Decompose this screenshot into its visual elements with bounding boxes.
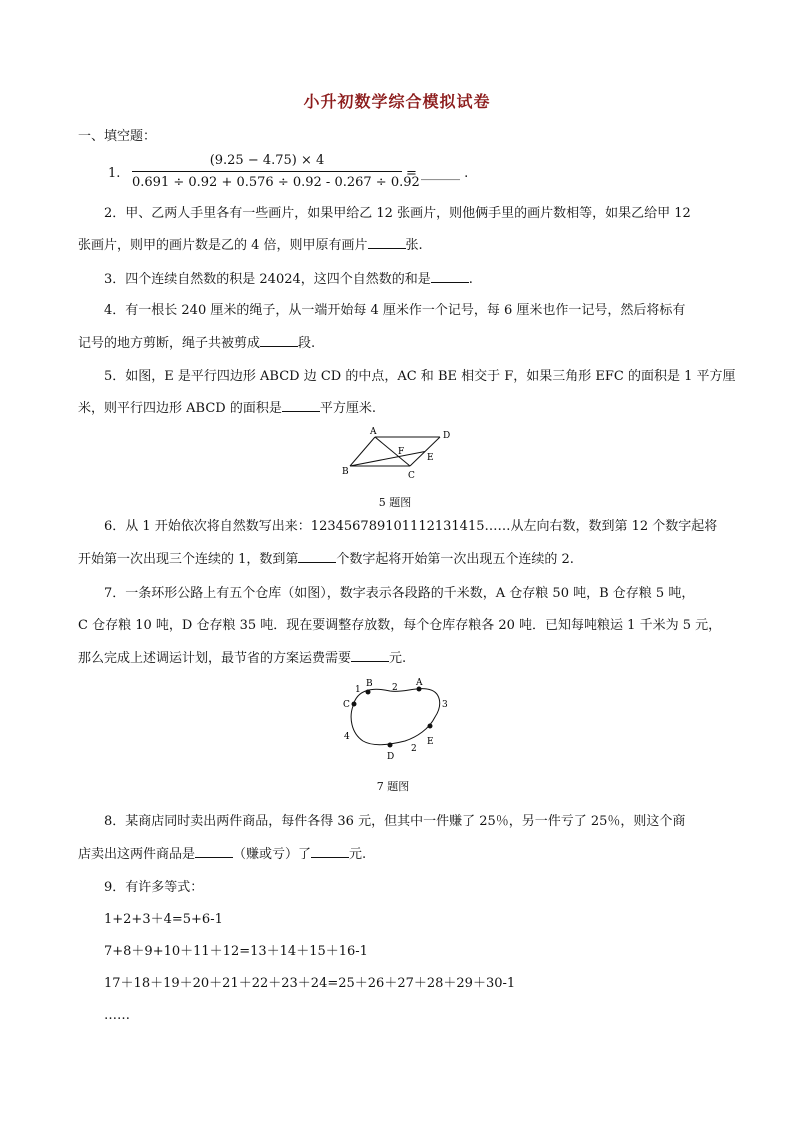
figure-7-caption: 7 题图	[376, 780, 410, 793]
label-d: D	[443, 431, 451, 441]
answer-blank	[282, 399, 320, 412]
question-4-text-b: 段.	[298, 336, 316, 351]
question-9-equation-2: 7+8＋9+10＋11＋12=13＋14＋15＋16-1	[104, 944, 368, 959]
answer-blank	[431, 270, 469, 283]
question-1-number: 1.	[108, 166, 121, 181]
question-4-text-a: 记号的地方剪断，绳子共被剪成	[78, 336, 261, 351]
question-9-equation-1: 1+2+3＋4=5+6-1	[104, 912, 223, 927]
label-c: C	[343, 700, 350, 710]
question-5-line-1: 5．如图，E 是平行四边形 ABCD 边 CD 的中点，AC 和 BE 相交于 F，如果三角形 EFC 的面积是 1 平方厘	[104, 369, 736, 384]
distance-ae: 3	[442, 700, 448, 710]
question-8-text-b: （赚或亏）了	[233, 847, 312, 862]
fraction-bar	[132, 171, 402, 172]
question-2-text-a: 张画片，则甲的画片数是乙的 4 倍，则甲原有画片	[78, 238, 368, 253]
question-2-line-2	[78, 236, 423, 255]
label-b: B	[366, 679, 373, 689]
question-3-text-a: 3．四个连续自然数的积是 24024，这四个自然数的和是	[104, 272, 431, 287]
label-a: A	[416, 678, 423, 688]
question-6-line-2	[78, 550, 574, 569]
question-8-line-2	[78, 845, 366, 864]
question-7-line-2: C 仓存粮 10 吨，D 仓存粮 35 吨．现在要调整存放数，每个仓库存粮各 20 吨．已知每吨粮运 1 千米为 5 元，	[78, 618, 722, 633]
label-b: B	[342, 467, 349, 477]
question-8-text-a: 店卖出这两件商品是	[78, 847, 196, 862]
question-3	[104, 270, 473, 289]
question-6-text-b: 个数字起将开始第一次出现五个连续的 2.	[336, 552, 574, 567]
question-8-line-1: 8．某商店同时卖出两件商品，每件各得 36 元，但其中一件赚了 25％，另一件亏了 25％，则这个商	[104, 814, 686, 829]
question-7-text-a: 那么完成上述调运计划，最节省的方案运费需要	[78, 651, 352, 666]
question-1-fraction	[132, 152, 420, 191]
question-5-line-2	[78, 399, 376, 418]
answer-blank	[368, 236, 406, 249]
answer-blank	[195, 845, 233, 858]
diagonal-ac	[375, 437, 410, 466]
fraction-denominator: 0.691 ÷ 0.92 + 0.576 ÷ 0.92 - 0.267 ÷ 0.92	[132, 175, 420, 190]
question-9-ellipsis: ……	[104, 1008, 130, 1023]
label-a: A	[370, 427, 377, 437]
figure-7-ring-road	[335, 677, 460, 767]
warehouse-e-dot	[428, 724, 433, 729]
answer-blank	[260, 334, 298, 347]
figure-5-parallelogram	[330, 420, 460, 485]
question-9-intro: 9．有许多等式：	[104, 880, 204, 895]
question-6-text-a: 开始第一次出现三个连续的 1，数到第	[78, 552, 299, 567]
label-e: E	[427, 737, 434, 747]
question-8-text-c: 元.	[349, 847, 367, 862]
distance-cb: 1	[355, 685, 361, 695]
question-3-text-b: .	[468, 272, 473, 287]
question-5-text-a: 米，则平行四边形 ABCD 的面积是	[78, 401, 282, 416]
page-title: 小升初数学综合模拟试卷	[303, 92, 491, 111]
label-d: D	[387, 752, 395, 762]
fraction-numerator: (9.25 − 4.75) × 4	[209, 153, 325, 168]
answer-blank	[351, 649, 389, 662]
warehouse-b-dot	[366, 690, 371, 695]
question-5-text-b: 平方厘米.	[319, 401, 376, 416]
question-2-line-1: 2．甲、乙两人手里各有一些画片，如果甲给乙 12 张画片，则他俩手里的画片数相等，如果乙给甲 12	[104, 206, 691, 221]
question-4-line-1: 4．有一根长 240 厘米的绳子，从一端开始每 4 厘米作一个记号，每 6 厘米也作一记号，然后将标有	[104, 303, 686, 318]
distance-dc: 4	[344, 732, 350, 742]
question-1-answer-blank: = ______ .	[406, 166, 469, 181]
label-e: E	[427, 453, 434, 463]
label-c: C	[408, 471, 415, 481]
distance-ba: 2	[392, 683, 398, 693]
question-4-line-2	[78, 334, 315, 353]
warehouse-d-dot	[388, 743, 393, 748]
answer-blank	[298, 550, 336, 563]
question-7-line-3	[78, 649, 406, 668]
question-6-line-1: 6．从 1 开始依次将自然数写出来：123456789101112131415……从左向右数，数到第 12 个数字起将	[104, 519, 718, 534]
warehouse-c-dot	[352, 702, 357, 707]
section-heading: 一、填空题：	[78, 129, 157, 144]
label-f: F	[398, 447, 405, 457]
distance-ed: 2	[411, 744, 417, 754]
question-7-text-b: 元.	[389, 651, 407, 666]
answer-blank	[311, 845, 349, 858]
question-2-text-b: 张.	[405, 238, 423, 253]
question-7-line-1: 7．一条环形公路上有五个仓库（如图），数字表示各段路的千米数，A 仓存粮 50 吨，B 仓存粮 5 吨，	[104, 586, 695, 601]
question-9-equation-3: 17＋18＋19＋20＋21＋22＋23＋24=25＋26＋27＋28＋29＋30-1	[104, 976, 516, 991]
figure-5-caption: 5 题图	[378, 496, 412, 509]
